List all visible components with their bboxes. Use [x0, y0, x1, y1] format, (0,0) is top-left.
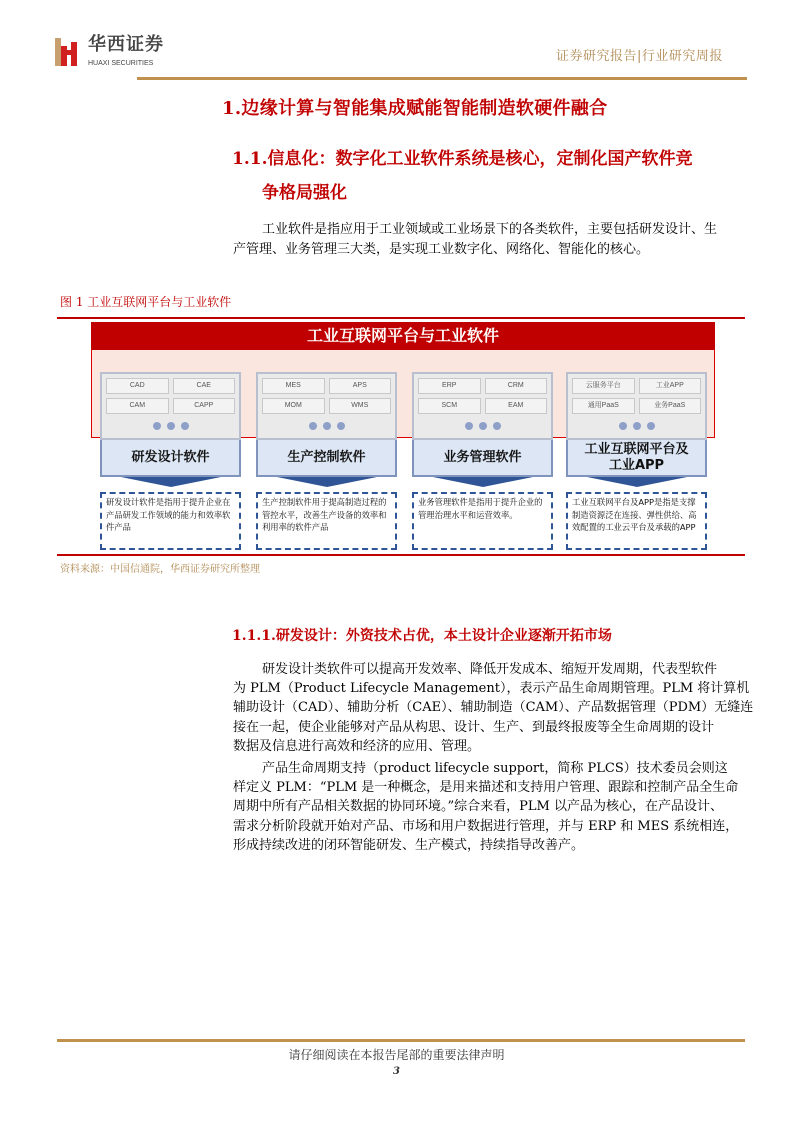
intro-line-2: 产管理、业务管理三大类，是实现工业数字化、网络化、智能化的核心。 [233, 242, 650, 257]
intro-line-1: 工业软件是指应用于工业领域或工业场景下的各类软件，主要包括研发设计、生 [262, 222, 718, 237]
category-description: 研发设计软件是指用于提升企业在产品研发工作领域的能力和效率软件产品 [100, 492, 241, 550]
down-arrow-icon [587, 477, 687, 487]
category-label: 生产控制软件 [256, 440, 397, 477]
para1-line: 接在一起，使企业能够对产品从构思、设计、生产、到最终报废等全生命周期的设计 [233, 719, 715, 735]
para1-line: 数据及信息进行高效和经济的应用、管理。 [233, 738, 481, 754]
para1-line: 辅助设计（CAD）、辅助分析（CAE）、辅助制造（CAM）、产品数据管理（PDM）无缝连 [233, 700, 754, 716]
section-heading: 1.边缘计算与智能集成赋能智能制造软硬件融合 [222, 98, 608, 119]
category-description: 工业互联网平台及APP是指是支撑制造资源泛在连接、弹性供给、高效配置的工业云平台及承载的APP [566, 492, 707, 550]
software-category-column [566, 372, 707, 487]
software-item: CAD [106, 378, 169, 394]
huaxi-logo-icon [55, 38, 81, 66]
software-item: CAE [173, 378, 236, 394]
software-item: APS [329, 378, 392, 394]
down-arrow-icon [277, 477, 377, 487]
page-number: 3 [393, 1066, 400, 1077]
software-item: MES [262, 378, 325, 394]
figure-diagram [91, 322, 715, 554]
diagram-title: 工业互联网平台与工业软件 [91, 322, 715, 350]
software-item: ERP [418, 378, 481, 394]
software-item: 云服务平台 [572, 378, 635, 394]
software-item: SCM [418, 398, 481, 414]
more-dots-icon [418, 418, 547, 434]
software-item: CAPP [173, 398, 236, 414]
category-label: 工业互联网平台及工业APP [566, 440, 707, 477]
software-grid [256, 372, 397, 440]
figure-bottom-rule [57, 554, 745, 556]
software-item: 通用PaaS [572, 398, 635, 414]
footer-divider [57, 1039, 745, 1042]
software-item: WMS [329, 398, 392, 414]
para2-line: 周期中所有产品相关数据的协同环境。”综合来看，PLM 以产品为核心，在产品设计、 [233, 799, 723, 815]
category-label: 研发设计软件 [100, 440, 241, 477]
software-item: EAM [485, 398, 548, 414]
software-item: 工业APP [639, 378, 702, 394]
software-category-column [256, 372, 397, 487]
software-item: 业务PaaS [639, 398, 702, 414]
para2-line: 形成持续改进的闭环智能研发、生产模式，持续指导改善产。 [233, 837, 585, 853]
down-arrow-icon [433, 477, 533, 487]
report-type: 证券研究报告|行业研究周报 [556, 49, 723, 64]
software-item: CRM [485, 378, 548, 394]
category-description: 业务管理软件是指用于提升企业的管理治理水平和运营效率。 [412, 492, 553, 550]
software-item: MOM [262, 398, 325, 414]
more-dots-icon [572, 418, 701, 434]
category-description: 生产控制软件用于提高制造过程的管控水平，改善生产设备的效率和利用率的软件产品 [256, 492, 397, 550]
figure-caption: 图 1 工业互联网平台与工业软件 [60, 295, 232, 309]
more-dots-icon [262, 418, 391, 434]
more-dots-icon [106, 418, 235, 434]
software-grid [566, 372, 707, 440]
para1-line: 研发设计类软件可以提高开发效率、降低开发成本、缩短开发周期，代表型软件 [262, 662, 718, 677]
para2-line: 产品生命周期支持（product lifecycle support，简称 PLCS）技术委员会则这 [262, 761, 728, 776]
para2-line: 样定义 PLM：“PLM 是一种概念，是用来描述和支持用户管理、跟踪和控制产品全生命 [233, 780, 739, 796]
software-category-column [100, 372, 241, 487]
category-label: 业务管理软件 [412, 440, 553, 477]
figure-source: 资料来源：中国信通院，华西证券研究所整理 [60, 564, 260, 575]
subsection-heading-line1: 1.1.信息化：数字化工业软件系统是核心，定制化国产软件竞 [232, 149, 693, 169]
subsubsection-heading: 1.1.1.研发设计：外资技术占优，本土设计企业逐渐开拓市场 [232, 628, 612, 644]
para1-line: 为 PLM（Product Lifecycle Management），表示产品生命周期管理。PLM 将计算机 [233, 681, 750, 697]
software-item: CAM [106, 398, 169, 414]
header-divider [137, 77, 747, 80]
figure-top-rule [57, 317, 745, 319]
down-arrow-icon [121, 477, 221, 487]
subsection-heading-line2: 争格局强化 [262, 183, 347, 203]
para2-line: 需求分析阶段就开始对产品、市场和用户数据进行管理，并与 ERP 和 MES 系统相连， [233, 818, 739, 834]
software-grid [100, 372, 241, 440]
brand-name-en: HUAXI SECURITIES [88, 60, 154, 67]
footer-disclaimer: 请仔细阅读在本报告尾部的重要法律声明 [288, 1048, 505, 1062]
software-category-column [412, 372, 553, 487]
subsection-heading [232, 142, 757, 210]
software-grid [412, 372, 553, 440]
brand-name-cn: 华西证券 [88, 34, 164, 55]
